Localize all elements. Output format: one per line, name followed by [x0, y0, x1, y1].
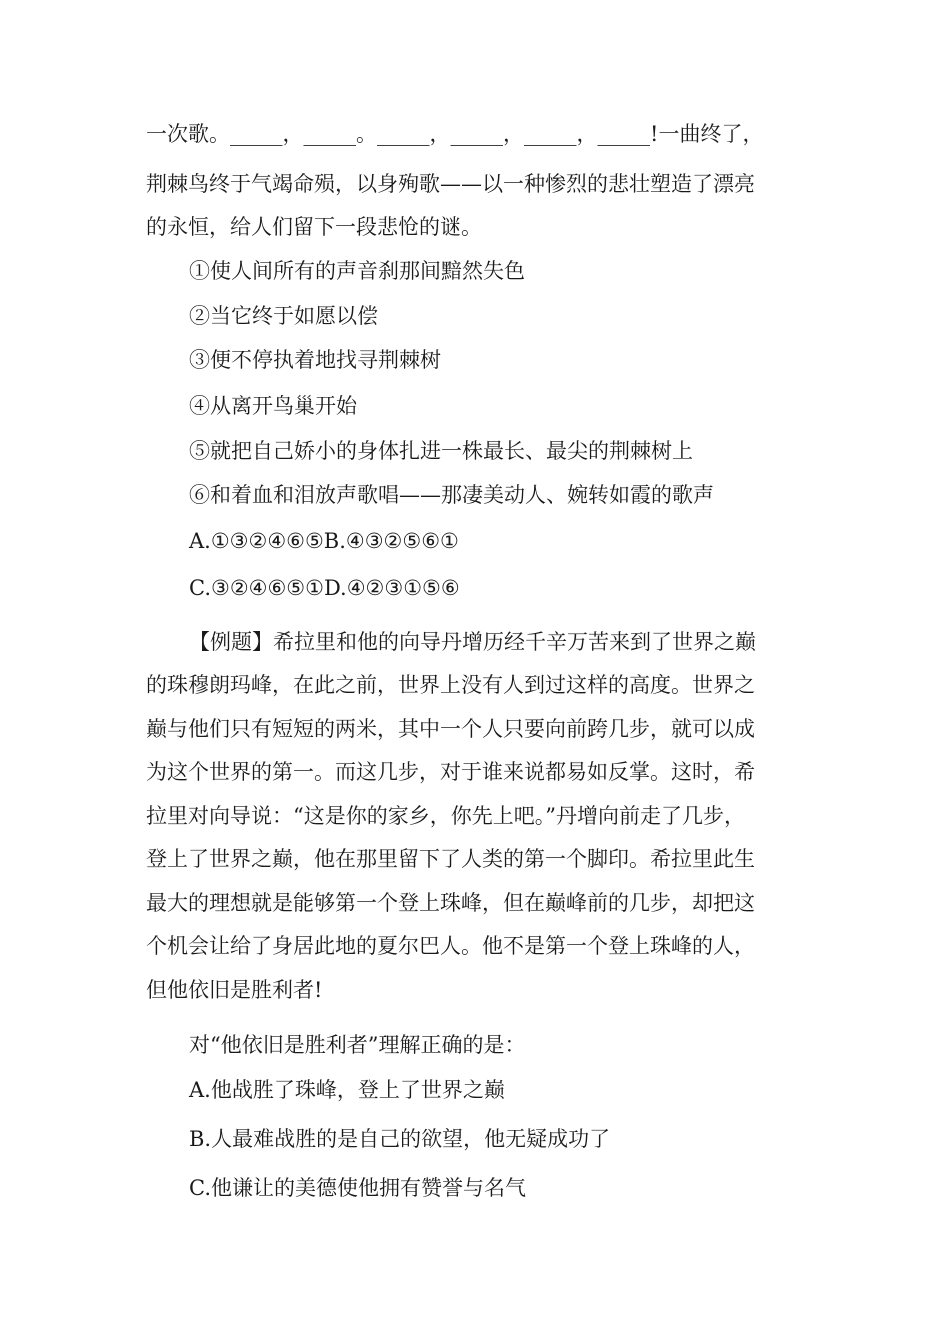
- example-line-3: 巅与他们只有短短的两米，其中一个人只要向前跨几步，就可以成: [146, 717, 755, 741]
- list-item-5: ⑤就把自己娇小的身体扎进一株最长、最尖的荆棘树上: [189, 439, 693, 463]
- list-item-6: ⑥和着血和泪放声歌唱——那凄美动人、婉转如霞的歌声: [189, 483, 714, 507]
- passage-line-2: 荆棘鸟终于气竭命殒，以身殉歌——以一种惨烈的悲壮塑造了漂亮: [146, 172, 755, 196]
- answer-options-cd: C.③②④⑥⑤①D.④②③①⑤⑥: [189, 576, 460, 600]
- example-line-9: 但他依旧是胜利者!: [146, 978, 323, 1002]
- option-b: B.人最难战胜的是自己的欲望，他无疑成功了: [189, 1127, 611, 1151]
- passage-line-1: 一次歌。_____，_____。_____，_____，_____，_____!一曲终了，: [146, 122, 764, 146]
- example-line-4: 为这个世界的第一。而这几步，对于谁来说都易如反掌。这时，希: [146, 760, 755, 784]
- example-line-5: 拉里对向导说：“这是你的家乡，你先上吧。”丹增向前走了几步，: [146, 804, 745, 828]
- example-line-8: 个机会让给了身居此地的夏尔巴人。他不是第一个登上珠峰的人，: [146, 934, 755, 958]
- question-prompt: 对“他依旧是胜利者”理解正确的是：: [189, 1033, 526, 1057]
- answer-options-ab: A.①③②④⑥⑤B.④③②⑤⑥①: [189, 529, 459, 553]
- option-a: A.他战胜了珠峰，登上了世界之巅: [189, 1078, 505, 1102]
- list-item-1: ①使人间所有的声音刹那间黯然失色: [189, 259, 525, 283]
- passage-line-3: 的永恒，给人们留下一段悲怆的谜。: [146, 215, 482, 239]
- example-line-6: 登上了世界之巅，他在那里留下了人类的第一个脚印。希拉里此生: [146, 847, 755, 871]
- list-item-4: ④从离开鸟巢开始: [189, 394, 357, 418]
- example-line-1: 【例题】希拉里和他的向导丹增历经千辛万苦来到了世界之巅: [189, 630, 756, 654]
- example-line-7: 最大的理想就是能够第一个登上珠峰，但在巅峰前的几步，却把这: [146, 891, 755, 915]
- list-item-3: ③便不停执着地找寻荆棘树: [189, 348, 441, 372]
- example-line-2: 的珠穆朗玛峰，在此之前，世界上没有人到过这样的高度。世界之: [146, 673, 755, 697]
- list-item-2: ②当它终于如愿以偿: [189, 304, 378, 328]
- option-c: C.他谦让的美德使他拥有赞誉与名气: [189, 1176, 526, 1200]
